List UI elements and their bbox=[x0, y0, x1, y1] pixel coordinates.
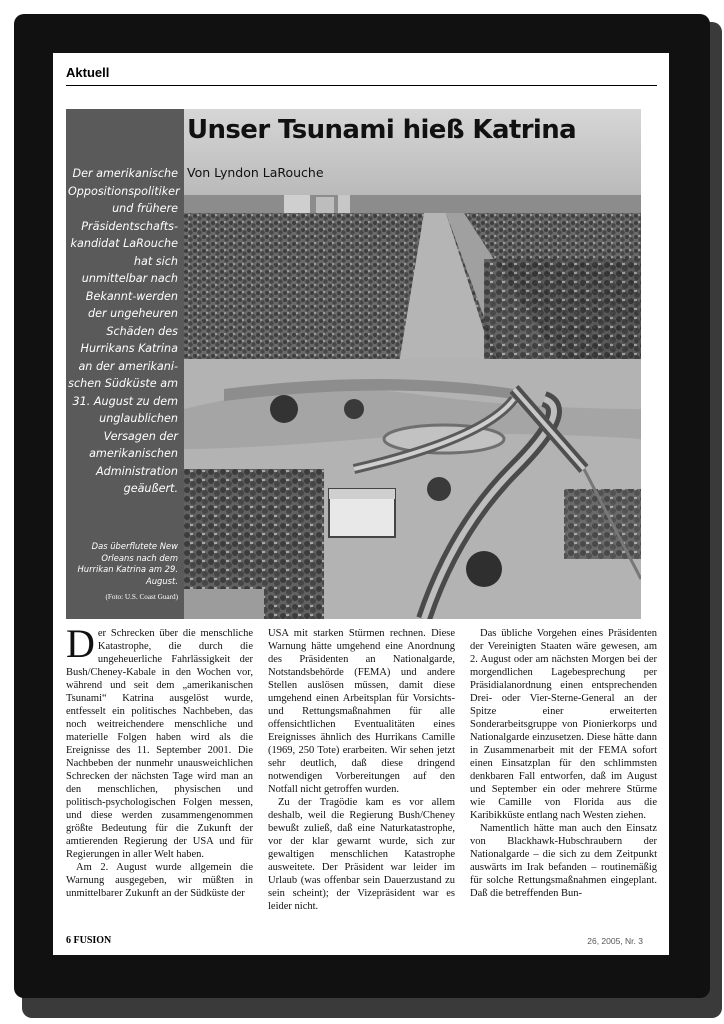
paragraph: Das übliche Vorgehen eines Präsidenten der Vereinigten Staaten wäre gewesen, am 2. August oder am nächsten Morgen bei der morgendlichen Lagebesprechung per Präsidialanordnung einen entsprechenden Drei- oder Vier-Sterne-General an der Spitze einer erweiterten Sonderarbeitsgruppe von Pionierkorps und Nationalgarde einzusetzen. Diese hätte dann in Zusammenarbeit mit der FEMA sofort einen Einsatzplan für den schlimmsten denkbaren Fall entworfen, daß im August und September ein oder mehrere Stürme wie Camille von Florida aus die Karibikküste entlang nach Westen ziehen. bbox=[470, 628, 657, 821]
article-lead: Der amerikanische Oppositionspolitiker und frühere Präsidentschafts-kandidat LaRouche hat sich unmittelbar nach Bekannt-werden der ungeheuren Schäden des Hurrikans Katrina an der amerikani-schen Südküste am 31. August zu dem unglaublichen Versagen der amerikanischen Administration geäußert. bbox=[68, 167, 180, 495]
article-column-1 bbox=[66, 621, 253, 900]
hero-block bbox=[66, 109, 641, 619]
paragraph-text: er Schrecken über die menschliche Katastrophe, die durch die ungeheuerliche Fahrlässigkeit der Bush/Cheney-Kabale in den Wochen vor, während und seit dem „amerikanischen Tsunami“ Katrina ausgelöst wurde, entfesselt ein politisches Nachbeben, das noch weitreichendere menschliche und materielle Folgen haben wird als die Ereignisse des 11. September 2001. Die Nachbeben der nunmehr unausweichlichen Schrecken der nächsten Tage wird man an den menschlichen, physischen und politisch-psychologischen Folgen messen, und diese werden zusammengenommen größte Bedeutung für die Zukunft der amtierenden Regierung der USA und für Regierungen in aller Welt haben. bbox=[66, 628, 253, 860]
paragraph: Am 2. August wurde allgemein die Warnung ausgegeben, wir müßten in unmittelbarer Zukunft an der Südküste der bbox=[66, 862, 253, 899]
lead-sidebar bbox=[66, 109, 184, 619]
drop-cap: D bbox=[66, 621, 95, 666]
paragraph: Zu der Tragödie kam es vor allem deshalb, weil die Regierung Bush/Cheney bewußt zuließ, daß eine Naturkatastrophe, vor der klar gewarnt wurde, sich zur gewaltigen menschlichen Katastrophe ausweitete. Der Präsident war leider im Urlaub (was offenbar sein Dauerzustand zu sein scheint); der Vizepräsident war es leider nicht. bbox=[268, 797, 455, 912]
photo-credit: (Foto: U.S. Coast Guard) bbox=[105, 593, 178, 601]
photo-caption: Das überflutete New Orleans nach dem Hurrikan Katrina am 29. August. bbox=[77, 541, 178, 586]
magazine-page bbox=[53, 53, 669, 955]
section-label: Aktuell bbox=[66, 65, 110, 80]
article-column-2 bbox=[268, 627, 455, 913]
issue-info: 26, 2005, Nr. 3 bbox=[587, 936, 643, 946]
article-column-3 bbox=[470, 627, 657, 900]
paragraph: USA mit starken Stürmen rechnen. Diese Warnung hätte umgehend eine Anordnung des Präsidenten an Nationalgarde, Notstandsbehörde (FEMA) und andere Stellen auslösen müssen, damit diese umgehend einen Arbeitsplan für Vorsichts- und Rettungsmaßnahmen für alle offensichtlichen Eventualitäten eines Ereignisses ähnlich des Hurrikans Camille (1969, 250 Tote) erarbeiten. Wir sehen jetzt sehr deutlich, daß diese dringend notwendigen Vorbereitungen auf den Notfall nicht getroffen wurden. bbox=[268, 628, 455, 795]
page-number-magazine: 6 FUSION bbox=[66, 935, 112, 946]
paragraph: Namentlich hätte man auch den Einsatz von Blackhawk-Hubschraubern der Nationalgarde – die sich zu dem Zeitpunkt auswärts im Irak befanden – routinemäßig für solche Rettungsmaßnahmen eingeplant. Daß die betreffenden Bun- bbox=[470, 823, 657, 899]
article-author: Von Lyndon LaRouche bbox=[187, 165, 324, 180]
paragraph bbox=[66, 621, 253, 861]
flood-photo bbox=[184, 109, 641, 619]
article-title: Unser Tsunami hieß Katrina bbox=[187, 115, 577, 145]
header-rule bbox=[66, 85, 657, 86]
